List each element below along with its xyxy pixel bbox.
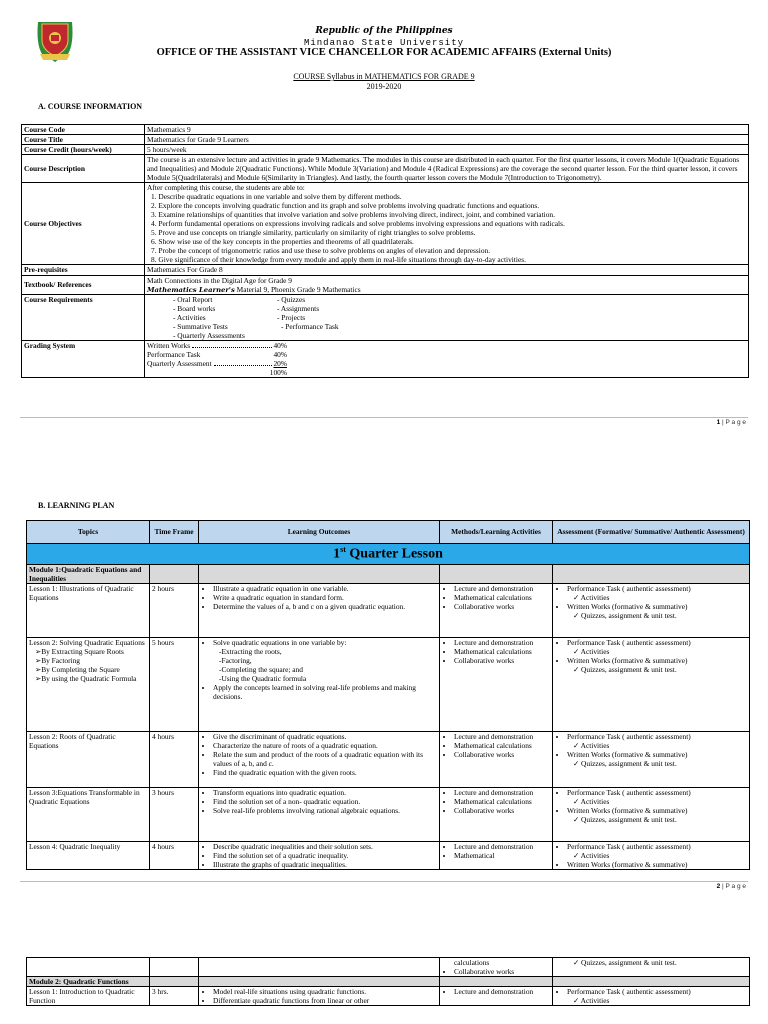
school-year: 2019-2020 [366, 82, 402, 91]
lesson-assessment: • Performance Task ( authentic assessment) ✓ Activities • Written Works (formative & summative) ✓ Quizzes, assignment & unit test. [553, 787, 750, 841]
course-title-row [22, 135, 749, 145]
course-code-row [22, 125, 749, 135]
lesson-time: 2 hours [150, 583, 199, 637]
textbook-line-1: Math Connections in the Digital Age for Grade 9 [147, 275, 292, 285]
requirement-item: - Summative Tests [173, 321, 228, 331]
textbook-line-2 [147, 285, 746, 294]
syllabus-title: COURSE Syllabus in MATHEMATICS FOR GRADE 9 [293, 72, 475, 81]
lesson-methods: • Lecture and demonstration • Mathematical calculations • Collaborative works [440, 787, 553, 841]
prerequisites-value: Mathematics For Grade 8 [145, 265, 749, 275]
lesson-assessment: • Performance Task ( authentic assessment) ✓ Activities • Written Works (formative & summative) [553, 841, 750, 869]
textbook-styled-title: Mathematics Learner's [147, 285, 235, 294]
col-time: Time Frame [150, 521, 199, 544]
course-description-row [22, 155, 749, 183]
course-title-label: Course Title [22, 135, 145, 145]
requirements-value [145, 294, 749, 340]
course-code-label: Course Code [22, 125, 145, 135]
requirement-item: - Activities [173, 312, 206, 322]
course-description-value: The course is an extensive lecture and activities in grade 9 Mathematics. The modules in this course are distributed in each quarter. For the first quarter lessons, it covers Module 1(Quadratic Equations and Inequalities) and Module 2(Quadratic Functions). While Module 3(Variation) and Module 4 (Radical Expressions) are the coverage the second quarter lesson. For the third quarter lesson, it covers Module 5(Quadrilaterals) and Module 6(Similarity in Triangles). And lastly, the fourth quarter lesson covers the Module 7(Introduction to Trigonometry). [145, 155, 749, 183]
lesson-methods: • Lecture and demonstration [440, 987, 553, 1006]
course-credit-label: Course Credit (hours/week) [22, 145, 145, 155]
lesson-time: 4 hours [150, 841, 199, 869]
objective-item: 4. Perform fundamental operations on expressions involving radicals and solve problems involving expressions and equations with radicals. [151, 219, 565, 229]
lesson-topic: Lesson 4: Quadratic Inequality [27, 841, 150, 869]
objective-item: 5. Prove and use concepts on triangle similarity, particularly on similarity of right triangles to solve problems. [151, 228, 476, 238]
lesson-time: 3 hrs. [150, 987, 199, 1006]
lesson-row [27, 583, 750, 637]
course-title-value: Mathematics for Grade 9 Learners [145, 135, 749, 145]
requirements-row [22, 294, 749, 340]
objective-item: 8. Give significance of their knowledge from every module and apply them in real-life situations through day-to-day activities. [151, 255, 526, 265]
lesson-methods: • Lecture and demonstration • Mathematical calculations • Collaborative works [440, 637, 553, 731]
lesson-methods: • Lecture and demonstration • Mathematical calculations • Collaborative works [440, 583, 553, 637]
lesson-assessment: • Performance Task ( authentic assessment) ✓ Activities [553, 987, 750, 1006]
course-description-label: Course Description [22, 155, 145, 183]
lesson-topic: Lesson 1: Introduction to Quadratic Function [27, 987, 150, 1006]
lesson-outcomes: • Model real-life situations using quadratic functions. • Differentiate quadratic functions from linear or other [199, 987, 440, 1006]
lesson-methods: • Lecture and demonstration • Mathematical calculations • Collaborative works [440, 731, 553, 787]
lesson-time: 5 hours [150, 637, 199, 731]
republic-line: Republic of the Philippines [315, 26, 453, 36]
module-1-title: Module 1:Quadratic Equations and Inequalities [27, 564, 150, 583]
course-code-value: Mathematics 9 [145, 125, 749, 135]
requirements-left-col [173, 295, 277, 340]
office-name: OFFICE OF THE ASSISTANT VICE CHANCELLOR FOR ACADEMIC AFFAIRS (External Units) [156, 47, 612, 58]
textbook-value [145, 275, 749, 294]
col-methods: Methods/Learning Activities [440, 521, 553, 544]
course-objectives-label: Course Objectives [22, 183, 145, 265]
lesson-assessment: • Performance Task ( authentic assessment) ✓ Activities • Written Works (formative & summative) ✓ Quizzes, assignment & unit test. [553, 731, 750, 787]
requirement-item: - Performance Task [281, 321, 339, 331]
course-objectives-value [145, 183, 749, 265]
section-a-title: A. COURSE INFORMATION [38, 102, 143, 111]
grading-written: Written Works 40% [147, 340, 287, 350]
objective-item: 6. Show wise use of the key concepts in the properties and theorems of all quadrilaterals. [151, 237, 414, 247]
lesson-topic: Lesson 1: Illustrations of Quadratic Equations [27, 583, 150, 637]
grading-label: Grading System [22, 340, 145, 377]
learning-plan-header [27, 521, 750, 544]
course-info-table [21, 124, 749, 378]
module-2-title: Module 2: Quadratic Functions [27, 977, 150, 987]
lesson-row [27, 987, 750, 1006]
textbook-row [22, 275, 749, 294]
requirements-right-col [277, 295, 339, 340]
requirement-item: - Projects [277, 312, 306, 322]
lesson-topic: Lesson 2: Roots of Quadratic Equations [27, 731, 150, 787]
requirements-label: Course Requirements [22, 294, 145, 340]
course-credit-row [22, 145, 749, 155]
lesson-outcomes: • Illustrate a quadratic equation in one variable. • Write a quadratic equation in standard form. • Determine the values of a, b and c on a given quadratic equation. [199, 583, 440, 637]
page-divider [20, 417, 748, 418]
lesson-methods: • Lecture and demonstration • Mathematical [440, 841, 553, 869]
grading-quarterly: Quarterly Assessment 20% [147, 359, 287, 369]
lesson-row [27, 731, 750, 787]
lesson-row [27, 637, 750, 731]
module-2-row [27, 977, 750, 987]
learning-plan-table-continued [26, 957, 750, 1006]
prerequisites-label: Pre-requisites [22, 265, 145, 275]
requirement-item: - Assignments [277, 303, 320, 313]
lesson-assessment: • Performance Task ( authentic assessment) ✓ Activities • Written Works (formative & summative) ✓ Quizzes, assignment & unit test. [553, 637, 750, 731]
textbook-line-2-rest: Material 9, Phoenix Grade 9 Mathematics [234, 284, 361, 294]
grading-value [145, 340, 749, 377]
col-topics: Topics [27, 521, 150, 544]
col-outcomes: Learning Outcomes [199, 521, 440, 544]
quarter-title: 1st Quarter Lesson [27, 544, 750, 565]
lesson-assessment: • Performance Task ( authentic assessment) ✓ Activities • Written Works (formative & summative) ✓ Quizzes, assignment & unit test. [553, 583, 750, 637]
page-divider [20, 881, 748, 882]
requirement-item: - Quarterly Assessments [173, 330, 245, 340]
prerequisites-row [22, 265, 749, 275]
university-name: Mindanao State University [303, 38, 465, 48]
lesson-assessment: ✓ Quizzes, assignment & unit test. [553, 958, 750, 977]
textbook-label: Textbook/ References [22, 275, 145, 294]
lesson-time: 4 hours [150, 731, 199, 787]
objectives-intro: After completing this course, the students are able to: [147, 183, 305, 193]
section-b-title: B. LEARNING PLAN [38, 501, 115, 510]
continued-row [27, 958, 750, 977]
col-assessment: Assessment (Formative/ Summative/ Authentic Assessment) [553, 521, 750, 544]
page-number-2: 2 | P a g e [716, 883, 746, 890]
lesson-topic: Lesson 3:Equations Transformable in Quadratic Equations [27, 787, 150, 841]
objective-item: 3. Examine relationships of quantities that involve variation and solve problems involving direct, indirect, joint, and combined variation. [151, 210, 555, 220]
lesson-outcomes: • Solve quadratic equations in one variable by: -Extracting the roots, -Factoring, -Completing the square; and -Using the Quadratic formula • Apply the concepts learned in solving real-life problems and making decisions. [199, 637, 440, 731]
requirement-item: - Oral Report [173, 294, 213, 304]
course-credit-value: 5 hours/week [145, 145, 749, 155]
objective-item: 1. Describe quadratic equations in one variable and solve them by different methods. [151, 192, 402, 202]
objective-item: 7. Probe the concept of trigonometric ratios and use these to solve problems on angles of elevation and depression. [151, 246, 491, 256]
quarter-row [27, 544, 750, 565]
lesson-row [27, 787, 750, 841]
lesson-outcomes: • Transform equations into quadratic equation. • Find the solution set of a non- quadratic equation. • Solve real-life problems involving rational algebraic equations. [199, 787, 440, 841]
grading-row [22, 340, 749, 377]
lesson-time: 3 hours [150, 787, 199, 841]
objective-item: 2. Explore the concepts involving quadratic function and its graph and solve problems involving quadratic functions and equations. [151, 201, 540, 211]
lesson-topic: Lesson 2: Solving Quadratic Equations ➢ By Extracting Square Roots ➢ By Factoring ➢ By Completing the Square ➢ By using the Quadratic Formula [27, 637, 150, 731]
course-objectives-row [22, 183, 749, 265]
requirement-item: - Board works [173, 303, 216, 313]
lesson-row [27, 841, 750, 869]
lesson-outcomes: • Give the discriminant of quadratic equations. • Characterize the nature of roots of a quadratic equation. • Relate the sum and product of the roots of a quadratic equation with its values of a, b, and c. • Find the quadratic equation with the given roots. [199, 731, 440, 787]
requirement-item: - Quizzes [277, 294, 306, 304]
lesson-outcomes: • Describe quadratic inequalities and their solution sets. • Find the solution set of a quadratic inequality. • Illustrate the graphs of quadratic inequalities. [199, 841, 440, 869]
page-number-1: 1 | P a g e [716, 419, 746, 426]
learning-plan-table [26, 520, 750, 870]
grading-total: 100% [269, 368, 287, 378]
lesson-methods: calculations • Collaborative works [440, 958, 553, 977]
grading-performance: Performance Task 40% [147, 350, 287, 359]
module-1-row [27, 564, 750, 583]
